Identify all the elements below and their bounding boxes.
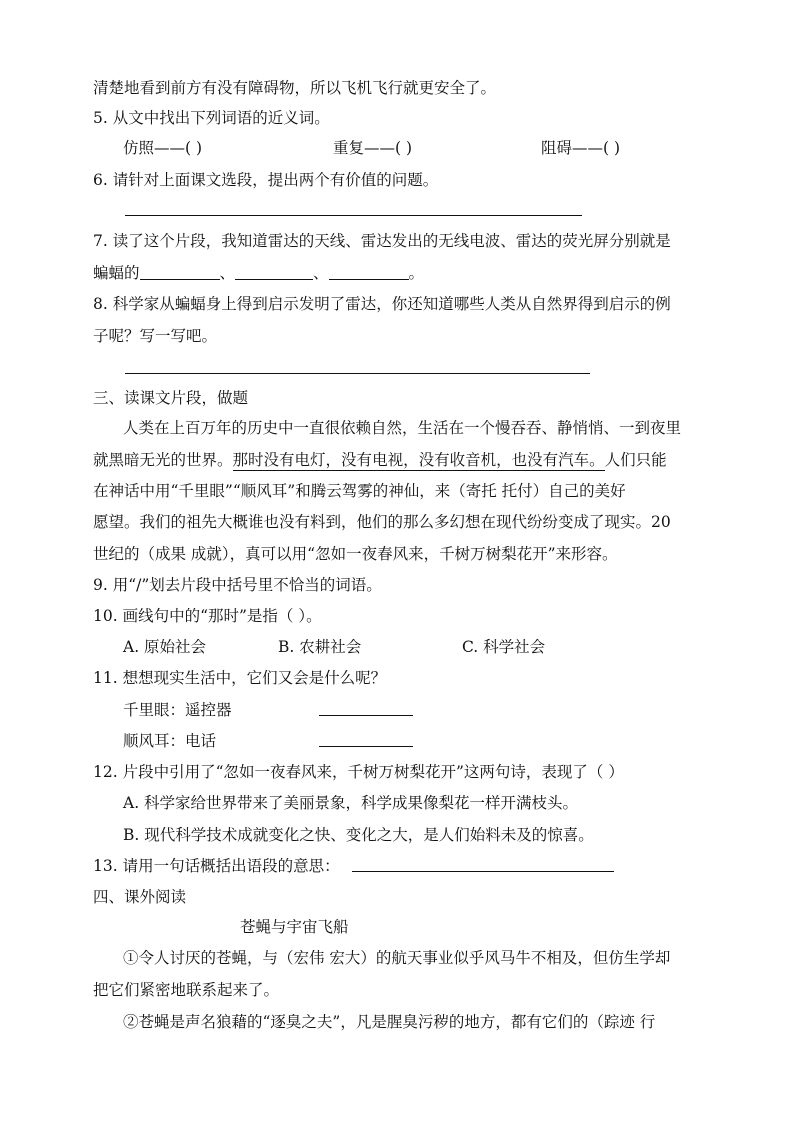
question-11-item-b: 顺风耳：电话	[123, 732, 217, 750]
reading-paragraph-1-line-1: ①令人讨厌的苍蝇，与（宏伟 宏大）的航天事业似乎风马牛不相及，但仿生学却	[123, 949, 671, 967]
question-8-line-2: 子呢？写一写吧。	[93, 327, 218, 345]
question-5: 5. 从文中找出下列词语的近义词。	[93, 109, 330, 127]
question-9: 9. 用“/”划去片段中括号里不恰当的词语。	[93, 576, 382, 594]
section-4-heading: 四、课外阅读	[93, 888, 187, 906]
question-5-option-c: 阻碍——( )	[541, 139, 621, 157]
question-12-option-a[interactable]: A. 科学家给世界带来了美丽景象，科学成果像梨花一样开满枝头。	[123, 794, 579, 812]
question-8: 8. 科学家从蝙蝠身上得到启示发明了雷达，你还知道哪些人类从自然界得到启示的例	[93, 295, 671, 313]
question-6: 6. 请针对上面课文选段，提出两个有价值的问题。	[93, 171, 439, 189]
question-8-answer-line[interactable]	[125, 373, 590, 374]
question-10-option-b[interactable]: B. 农耕社会	[278, 638, 362, 656]
question-11-item-a: 千里眼：遥控器	[123, 701, 232, 719]
passage-line-3: 在神话中用“千里眼”“顺风耳”和腾云驾雾的神仙，来（寄托 托付）自己的美好	[93, 482, 626, 500]
question-5-option-b: 重复——( )	[333, 139, 413, 157]
reading-paragraph-2-line-1: ②苍蝇是声名狼藉的“逐臭之夫”，凡是腥臭污秽的地方，都有它们的（踪迹 行	[123, 1013, 656, 1031]
question-12-option-b[interactable]: B. 现代科学技术成就变化之快、变化之大，是人们始料未及的惊喜。	[123, 826, 594, 844]
question-7-blank-3[interactable]	[329, 263, 409, 280]
underlined-sentence: 那时没有电灯，没有电视，没有收音机，也没有汽车。	[232, 451, 605, 469]
question-13-answer-line[interactable]	[352, 871, 614, 872]
question-7: 7. 读了这个片段，我知道雷达的天线、雷达发出的无线电波、雷达的荧光屏分别就是	[93, 232, 671, 250]
question-7-sep-2: 、	[313, 264, 329, 282]
passage-line-2-start: 就黑暗无光的世界。	[93, 451, 233, 469]
passage-line-1: 人类在上百万年的历史中一直很依赖自然，生活在一个慢吞吞、静悄悄、一到夜里	[123, 419, 682, 437]
question-5-option-a: 仿照——( )	[123, 139, 203, 157]
passage-line-5: 世纪的（成果 成就），真可以用“忽如一夜春风来，千树万树梨花开”来形容。	[93, 545, 618, 563]
question-7-prefix: 蝙蝠的	[93, 264, 140, 282]
question-10-option-a[interactable]: A. 原始社会	[123, 638, 207, 656]
question-11-blank-b[interactable]	[319, 746, 413, 747]
question-7-sep-1: 、	[219, 264, 236, 282]
passage-line-4: 愿望。我们的祖先大概谁也没有料到，他们的那么多幻想在现代纷纷变成了现实。20	[93, 513, 671, 531]
question-7-line-2	[93, 263, 704, 283]
question-10: 10. 画线句中的“那时”是指（ ）。	[93, 607, 322, 625]
reading-paragraph-1-line-2: 把它们紧密地联系起来了。	[93, 981, 280, 999]
question-10-option-c[interactable]: C. 科学社会	[462, 638, 546, 656]
question-11: 11. 想想现实生活中，它们又会是什么呢？	[93, 669, 387, 687]
question-7-blank-2[interactable]	[235, 263, 313, 280]
passage-line-2	[93, 450, 704, 470]
question-13: 13. 请用一句话概括出语段的意思：	[93, 857, 340, 875]
question-12: 12. 片段中引用了“忽如一夜春风来，千树万树梨花开”这两句诗，表现了（ ）	[93, 763, 624, 781]
question-7-end: 。	[408, 264, 425, 282]
reading-title: 苍蝇与宇宙飞船	[240, 918, 349, 936]
question-7-blank-1[interactable]	[140, 263, 220, 280]
section-3-heading: 三、读课文片段，做题	[93, 389, 249, 407]
question-6-answer-line[interactable]	[125, 215, 582, 216]
question-11-blank-a[interactable]	[319, 715, 413, 716]
line-continuation: 清楚地看到前方有没有障碍物，所以飞机飞行就更安全了。	[93, 79, 497, 97]
passage-line-2-end: 人们只能	[604, 451, 667, 469]
